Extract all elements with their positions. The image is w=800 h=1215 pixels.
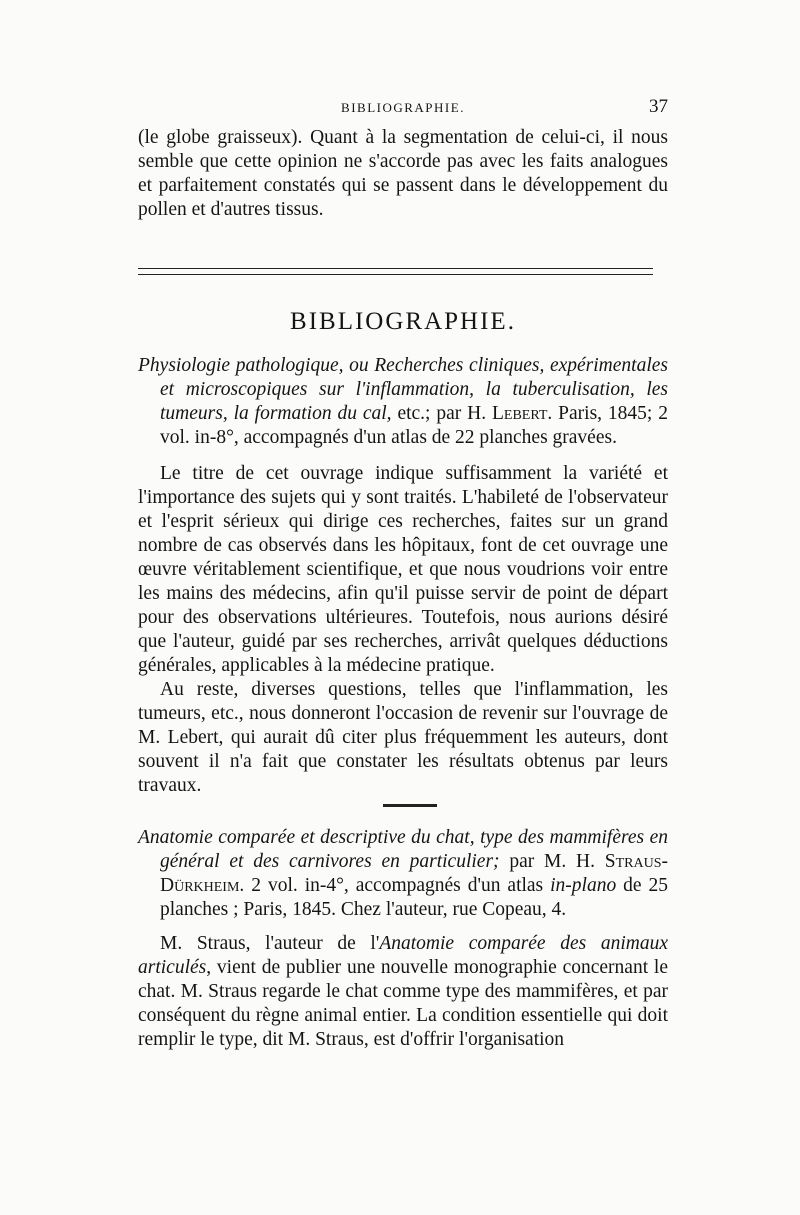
entry-2-details-mid: . 2 vol. in-4°, accompagnés d'un atlas <box>239 875 551 896</box>
review-1-paragraph-1: Le titre de cet ouvrage indique suffisamment la variété et l'importance des sujets qui y sont traités. L'habileté de l'observateur et l'esprit sérieux qui dirige ces recherches, faites sur un grand nombre de cas observés dans les hôpitaux, font de cet ouvrage une œuvre véritablement scientifique, et que nous voudrions voir entre les mains des médecins, afin qu'il puisse servir de point de départ pour des observations ultérieures. Toutefois, nous aurions désiré que l'auteur, guidé par ses recherches, arrivât quelques déductions générales, applicables à la médecine pratique. <box>138 463 668 676</box>
double-rule-top <box>138 268 653 269</box>
entry-2-title: Anatomie comparée et descriptive du chat, type des mammifères en général et des carnivores en particulier; <box>138 827 668 872</box>
entry-2-details-pre: par M. H. <box>499 851 605 872</box>
separator-rule <box>383 804 437 807</box>
bibliography-entry-1 <box>138 354 668 450</box>
entry-2-author: Straus-Dürkheim <box>160 851 668 896</box>
review-2-text-pre: M. Straus, l'auteur de l' <box>160 933 380 954</box>
review-2 <box>138 932 668 1052</box>
entry-1-details-pre: etc.; par H. <box>391 403 492 424</box>
review-2-text-post: , vient de publier une nouvelle monographie concernant le chat. M. Straus regarde le chat comme type des mammifères, et par conséquent du règne animal entier. La condition essentielle qui doit remplir le type, dit M. Straus, est d'offrir l'organisation <box>138 957 668 1050</box>
review-2-cited-title: Anatomie comparée des animaux articulés <box>138 933 668 978</box>
review-1-paragraph-2: Au reste, diverses questions, telles que l'inflammation, les tumeurs, etc., nous donneront l'occasion de revenir sur l'ouvrage de M. Lebert, qui aurait dû citer plus fréquemment les auteurs, dont souvent il n'a fait que constater les résultats obtenus par leurs travaux. <box>138 679 668 796</box>
page-number: 37 <box>649 96 668 117</box>
entry-2-details-post: de 25 planches ; Paris, 1845. Chez l'auteur, rue Copeau, 4. <box>160 875 669 920</box>
continuation-paragraph: (le globe graisseux). Quant à la segmentation de celui-ci, il nous semble que cette opinion ne s'accorde pas avec les faits analogues et parfaitement constatés qui se passent dans le développement du pollen et d'autres tissus. <box>138 127 668 220</box>
entry-1-citation <box>138 354 668 450</box>
entry-1-author: Lebert <box>492 403 548 424</box>
running-header <box>138 96 668 120</box>
double-rule-bottom <box>138 274 653 275</box>
bibliography-entry-2 <box>138 826 668 922</box>
continuation-block <box>138 126 668 222</box>
entry-2-format: in-plano <box>550 875 617 896</box>
running-header-title: BIBLIOGRAPHIE. <box>341 100 465 115</box>
entry-1-title: Physiologie pathologique, ou Recherches cliniques, expérimentales et microscopiques sur l'inflammation, la tuberculisation, les tumeurs, la formation du cal, <box>138 355 668 424</box>
entry-2-citation <box>138 826 668 922</box>
review-2-paragraph-1 <box>138 932 668 1052</box>
entry-1-details-post: . Paris, 1845; 2 vol. in-8°, accompagnés d'un atlas de 22 planches gravées. <box>160 403 668 448</box>
section-heading: BIBLIOGRAPHIE. <box>290 308 516 335</box>
review-1 <box>138 462 668 798</box>
